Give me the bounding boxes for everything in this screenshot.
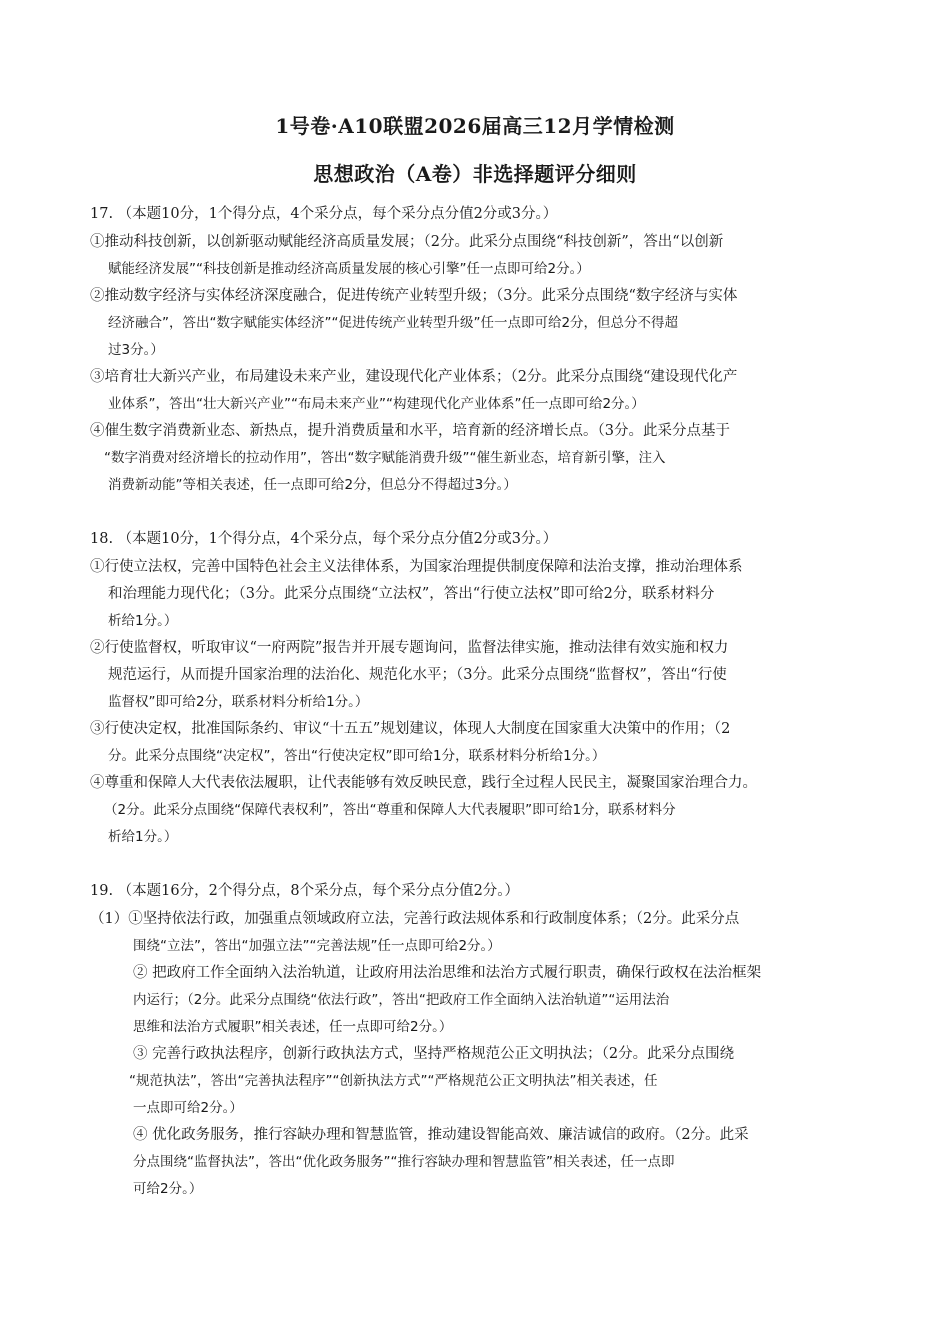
q19-part1-point-4: ④ 优化政务服务，推行容缺办理和智慧监管，推动建设智能高效、廉洁诚信的政府。（2分。此采 <box>133 1127 749 1143</box>
q17-point-3: ③培育壮大新兴产业，布局建设未来产业，建设现代化产业体系；（2分。此采分点围绕“建设现代化产 <box>90 369 738 385</box>
q17-point-4: ④催生数字消费新业态、新热点，提升消费质量和水平，培育新的经济增长点。（3分。此采分点基于 <box>90 423 730 439</box>
q17-point-1-cont: 赋能经济发展”“科技创新是推动经济高质量发展的核心引擎”任一点即可给2分。） <box>108 261 590 277</box>
q17-point-2-cont2: 过3分。） <box>108 342 164 358</box>
q19-part1-point-3: ③ 完善行政执法程序，创新行政执法方式，坚持严格规范公正文明执法；（2分。此采分点围绕 <box>133 1046 735 1062</box>
q18-point-1-cont: 和治理能力现代化；（3分。此采分点围绕“立法权”，答出“行使立法权”即可给2分，联系材料分 <box>108 586 715 602</box>
q18-point-1-cont2: 析给1分。） <box>108 613 178 629</box>
q18-point-1: ①行使立法权，完善中国特色社会主义法律体系，为国家治理提供制度保障和法治支撑，推动治理体系 <box>90 559 743 575</box>
q18-point-3: ③行使决定权，批准国际条约、审议“十五五”规划建议，体现人大制度在国家重大决策中的作用；（2 <box>90 721 731 737</box>
q18-header: 18. （本题10分，1个得分点，4个采分点，每个采分点分值2分或3分。） <box>90 531 558 547</box>
q18-point-2: ②行使监督权，听取审议“一府两院”报告并开展专题询问，监督法律实施，推动法律有效实施和权力 <box>90 640 729 656</box>
q19-header: 19. （本题16分，2个得分点，8个采分点，每个采分点分值2分。） <box>90 883 520 899</box>
document-subtitle: 思想政治（A卷）非选择题评分细则 <box>313 162 637 186</box>
q18-point-4: ④尊重和保障人大代表依法履职，让代表能够有效反映民意，践行全过程人民民主，凝聚国家治理合力。 <box>90 775 757 791</box>
q18-point-2-cont: 规范运行，从而提升国家治理的法治化、规范化水平；（3分。此采分点围绕“监督权”，答出“行使 <box>108 667 727 683</box>
q19-part1-point-3-cont2: 一点即可给2分。） <box>133 1100 243 1116</box>
q19-part1-point-3-cont: “规范执法”，答出“完善执法程序”“创新执法方式”“严格规范公正文明执法”相关表述，任 <box>129 1073 658 1089</box>
q19-part1-point-4-cont2: 可给2分。） <box>133 1181 203 1197</box>
document-title: 1号卷·A10联盟2026届高三12月学情检测 <box>275 114 675 138</box>
q19-part1-point-2-cont: 内运行；（2分。此采分点围绕“依法行政”，答出“把政府工作全面纳入法治轨道”“运用法治 <box>133 992 670 1008</box>
q17-point-3-cont: 业体系”，答出“壮大新兴产业”“布局未来产业”“构建现代化产业体系”任一点即可给2分。） <box>108 396 645 412</box>
q17-point-2-cont: 经济融合”，答出“数字赋能实体经济”“促进传统产业转型升级”任一点即可给2分，但总分不得超 <box>108 315 679 331</box>
q17-header: 17. （本题10分，1个得分点，4个采分点，每个采分点分值2分或3分。） <box>90 206 558 222</box>
q19-part1-point-1-cont: 围绕“立法”，答出“加强立法”“完善法规”任一点即可给2分。） <box>133 938 501 954</box>
q18-point-4-cont: （2分。此采分点围绕“保障代表权利”，答出“尊重和保障人大代表履职”即可给1分，联系材料分 <box>104 802 676 818</box>
q19-part1-point-1: （1）①坚持依法行政，加强重点领域政府立法，完善行政法规体系和行政制度体系；（2分。此采分点 <box>90 911 740 927</box>
q17-point-4-cont: “数字消费对经济增长的拉动作用”，答出“数字赋能消费升级”“催生新业态，培育新引擎，注入 <box>104 450 666 466</box>
q17-point-1: ①推动科技创新，以创新驱动赋能经济高质量发展；（2分。此采分点围绕“科技创新”，答出“以创新 <box>90 234 724 250</box>
q19-part1-point-4-cont: 分点围绕“监督执法”，答出“优化政务服务”“推行容缺办理和智慧监管”相关表述，任一点即 <box>133 1154 675 1170</box>
q19-part1-point-2: ② 把政府工作全面纳入法治轨道，让政府用法治思维和法治方式履行职责，确保行政权在法治框架 <box>133 965 762 981</box>
q18-point-4-cont2: 析给1分。） <box>108 829 178 845</box>
q18-point-3-cont: 分。此采分点围绕“决定权”，答出“行使决定权”即可给1分，联系材料分析给1分。） <box>108 748 606 764</box>
q17-point-2: ②推动数字经济与实体经济深度融合，促进传统产业转型升级；（3分。此采分点围绕“数字经济与实体 <box>90 288 738 304</box>
q18-point-2-cont2: 监督权”即可给2分，联系材料分析给1分。） <box>108 694 369 710</box>
q19-part1-point-2-cont2: 思维和法治方式履职”相关表述，任一点即可给2分。） <box>133 1019 453 1035</box>
q17-point-4-cont2: 消费新动能”等相关表述，任一点即可给2分，但总分不得超过3分。） <box>108 477 517 493</box>
